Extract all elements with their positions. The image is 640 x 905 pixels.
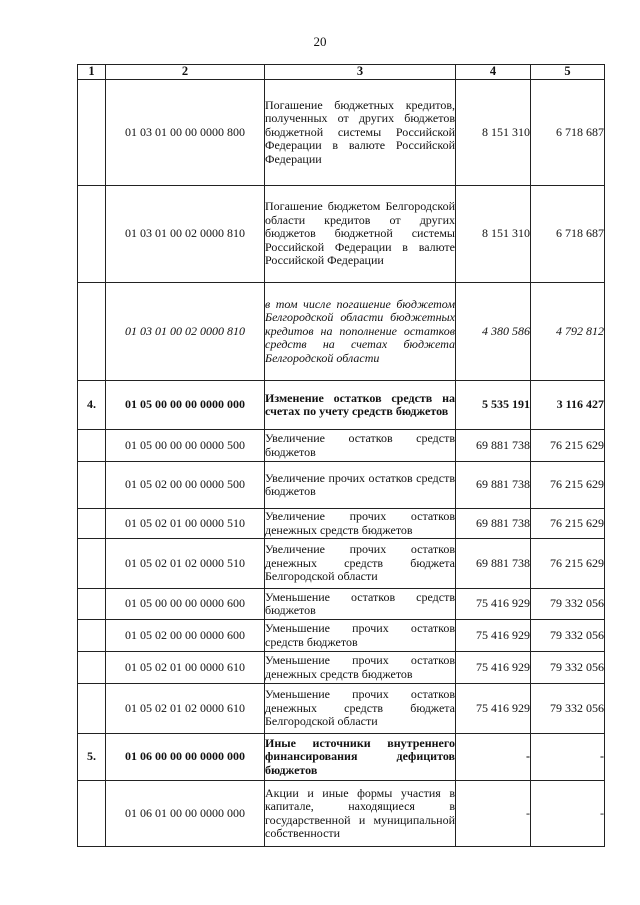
budget-code-cell: 01 05 02 01 02 0000 610 [106,684,265,734]
row-number-cell [78,462,106,509]
description-cell: Уменьшение прочих остатков денежных средств бюджетов [265,652,456,684]
row-number-cell [78,684,106,734]
amount-year2-cell: 79 332 056 [531,620,605,652]
budget-code-cell: 01 05 00 00 00 0000 000 [106,381,265,430]
row-number-cell [78,539,106,589]
table-row [78,462,605,509]
description-cell: Увеличение прочих остатков средств бюджетов [265,462,456,509]
amount-year2-cell: 76 215 629 [531,462,605,509]
budget-code-cell: 01 05 00 00 00 0000 500 [106,430,265,462]
table-row [78,620,605,652]
amount-year2-cell: 79 332 056 [531,652,605,684]
sources-of-financing-table [77,64,605,847]
table-row [78,509,605,539]
amount-year1-cell: 75 416 929 [456,684,531,734]
row-number-cell: 5. [78,734,106,781]
amount-year1-cell: 8 151 310 [456,80,531,186]
table-body [78,80,605,847]
amount-year2-cell: 76 215 629 [531,509,605,539]
amount-year1-cell: - [456,734,531,781]
amount-year1-cell: 69 881 738 [456,462,531,509]
table-row [78,781,605,847]
description-cell: Погашение бюджетом Белгородской области кредитов от других бюджетов бюджетной системы Российской Федерации в валюте Российской Федерации [265,186,456,283]
budget-code-cell: 01 06 01 00 00 0000 000 [106,781,265,847]
header-col-1: 1 [78,65,106,80]
amount-year1-cell: 75 416 929 [456,620,531,652]
amount-year2-cell: 4 792 812 [531,283,605,381]
table-row [78,684,605,734]
table-row [78,186,605,283]
table-header-row [78,65,605,80]
table-row [78,539,605,589]
description-cell: Увеличение остатков средств бюджетов [265,430,456,462]
row-number-cell [78,652,106,684]
description-cell: Изменение остатков средств на счетах по учету средств бюджетов [265,381,456,430]
budget-code-cell: 01 05 00 00 00 0000 600 [106,589,265,620]
amount-year1-cell: 69 881 738 [456,539,531,589]
header-col-2: 2 [106,65,265,80]
amount-year1-cell: 4 380 586 [456,283,531,381]
header-col-4: 4 [456,65,531,80]
table-row [78,283,605,381]
budget-code-cell: 01 05 02 00 00 0000 600 [106,620,265,652]
description-cell: Уменьшение прочих остатков денежных средств бюджета Белгородской области [265,684,456,734]
row-number-cell [78,430,106,462]
row-number-cell [78,589,106,620]
amount-year1-cell: 5 535 191 [456,381,531,430]
amount-year2-cell: 79 332 056 [531,684,605,734]
amount-year2-cell: 76 215 629 [531,539,605,589]
table-row [78,589,605,620]
description-cell: Увеличение прочих остатков денежных средств бюджетов [265,509,455,537]
amount-year1-cell: 69 881 738 [456,509,531,539]
amount-year1-cell: - [456,781,531,847]
amount-year2-cell: 6 718 687 [531,80,605,186]
row-number-cell [78,186,106,283]
budget-code-cell: 01 06 00 00 00 0000 000 [106,734,265,781]
description-cell: в том числе погашение бюджетом Белгородской области бюджетных кредитов на пополнение остатков средств на счетах бюджета Белгородской области [265,283,456,381]
row-number-cell [78,620,106,652]
row-number-cell [78,283,106,381]
amount-year2-cell: 79 332 056 [531,589,605,620]
amount-year1-cell: 75 416 929 [456,589,531,620]
description-cell: Уменьшение прочих остатков средств бюджетов [265,620,456,652]
table-row [78,80,605,186]
amount-year2-cell: - [531,734,605,781]
row-number-cell: 4. [78,381,106,430]
table-row [78,430,605,462]
amount-year2-cell: 6 718 687 [531,186,605,283]
amount-year1-cell: 69 881 738 [456,430,531,462]
budget-code-cell: 01 05 02 01 02 0000 510 [106,539,265,589]
amount-year1-cell: 75 416 929 [456,652,531,684]
header-col-3: 3 [265,65,456,80]
description-cell: Иные источники внутреннего финансирования дефицитов бюджетов [265,734,456,781]
description-cell: Акции и иные формы участия в капитале, находящиеся в государственной и муниципальной собственности [265,781,456,847]
amount-year2-cell: 76 215 629 [531,430,605,462]
budget-code-cell: 01 05 02 01 00 0000 610 [106,652,265,684]
table-row [78,381,605,430]
budget-code-cell: 01 03 01 00 02 0000 810 [106,283,265,381]
row-number-cell [78,80,106,186]
budget-code-cell: 01 05 02 01 00 0000 510 [106,509,265,539]
table-row [78,734,605,781]
budget-code-cell: 01 03 01 00 02 0000 810 [106,186,265,283]
row-number-cell [78,509,106,539]
description-cell: Погашение бюджетных кредитов, полученных от других бюджетов бюджетной системы Российской Федерации в валюте Российской Федерации [265,80,456,186]
amount-year1-cell: 8 151 310 [456,186,531,283]
page-number: 20 [313,34,327,49]
header-col-5: 5 [531,65,605,80]
description-cell: Уменьшение остатков средств бюджетов [265,589,456,620]
row-number-cell [78,781,106,847]
description-cell: Увеличение прочих остатков денежных средств бюджета Белгородской области [265,539,456,589]
budget-code-cell: 01 03 01 00 00 0000 800 [106,80,265,186]
amount-year2-cell: 3 116 427 [531,381,605,430]
table-row [78,652,605,684]
amount-year2-cell: - [531,781,605,847]
budget-code-cell: 01 05 02 00 00 0000 500 [106,462,265,509]
